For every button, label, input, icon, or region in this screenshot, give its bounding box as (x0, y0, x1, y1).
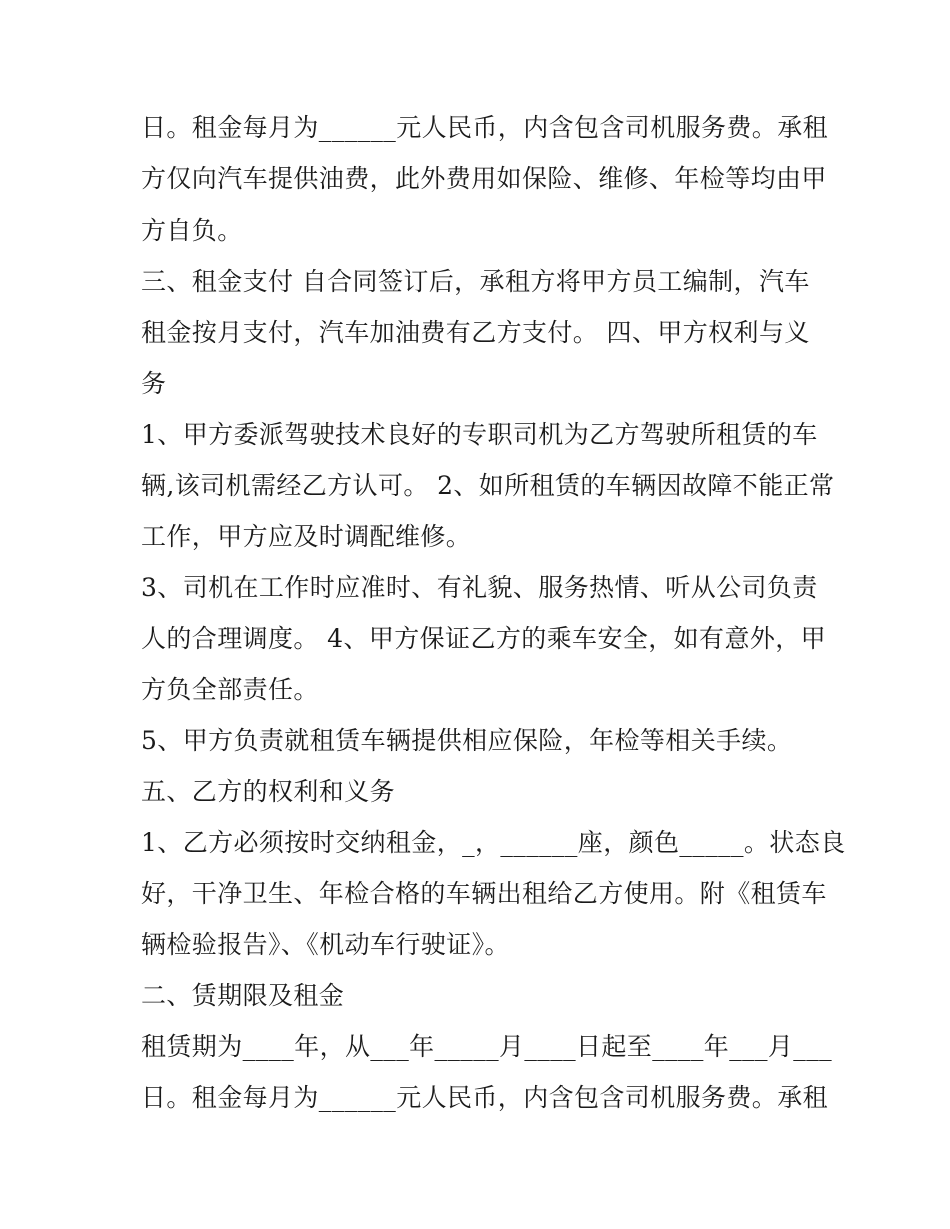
text-line: 好，干净卫生、年检合格的车辆出租给乙方使用。附《租赁车 (141, 879, 827, 908)
text-line: 方负全部责任。 (141, 675, 319, 704)
text-line: 务 (141, 369, 167, 398)
text-line: 1、乙方必须按时交纳租金，_，______座，颜色_____。状态良 (141, 828, 846, 857)
text-line: 5、甲方负责就租赁车辆提供相应保险，年检等相关手续。 (141, 726, 793, 755)
text-line: 工作，甲方应及时调配维修。 (141, 522, 472, 551)
text-line: 辆,该司机需经乙方认可。 2、如所租赁的车辆因故障不能正常 (141, 471, 835, 500)
text-line: 日。租金每月为______元人民币，内含包含司机服务费。承租 (141, 1083, 829, 1112)
text-line: 1、甲方委派驾驶技术良好的专职司机为乙方驾驶所租赁的车 (141, 420, 818, 449)
text-line: 方仅向汽车提供油费，此外费用如保险、维修、年检等均由甲 (141, 164, 827, 193)
text-line: 租金按月支付，汽车加油费有乙方支付。 四、甲方权利与义 (141, 318, 810, 347)
text-line: 五、乙方的权利和义务 (141, 777, 396, 806)
text-line: 日。租金每月为______元人民币，内含包含司机服务费。承租 (141, 113, 829, 142)
text-line: 租赁期为____年，从___年_____月____日起至____年___月___ (141, 1032, 833, 1061)
text-line: 二、赁期限及租金 (141, 981, 345, 1010)
text-line: 方自负。 (141, 216, 243, 245)
text-line: 人的合理调度。 4、甲方保证乙方的乘车安全，如有意外，甲 (141, 624, 827, 653)
text-line: 三、租金支付 自合同签订后，承租方将甲方员工编制，汽车 (141, 267, 810, 296)
text-line: 3、司机在工作时应准时、有礼貌、服务热情、听从公司负责 (141, 573, 818, 602)
text-line: 辆检验报告》、《机动车行驶证》。 (141, 930, 510, 959)
